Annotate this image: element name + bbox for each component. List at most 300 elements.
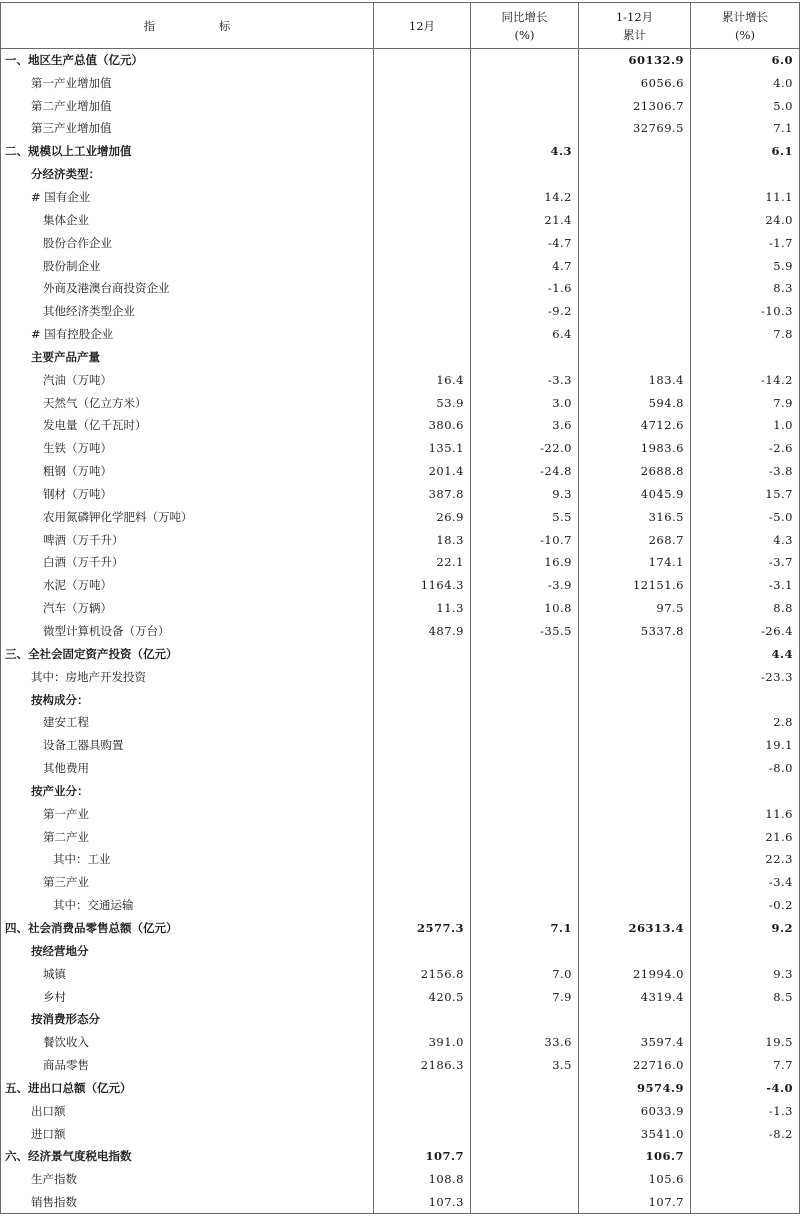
row-label: 销售指数 (1, 1191, 374, 1214)
row-label: 第二产业增加值 (1, 94, 374, 117)
table-row (1, 894, 800, 917)
cell-cumulative: 97.5 (579, 597, 691, 620)
header-month: 12月 (374, 3, 471, 49)
cell-month (374, 665, 471, 688)
cell-cumulative-growth: 4.3 (691, 528, 800, 551)
cell-yoy (471, 1076, 579, 1099)
cell-cumulative (579, 254, 691, 277)
table-row (1, 186, 800, 209)
cell-yoy: 4.3 (471, 140, 579, 163)
cell-cumulative-growth (691, 1145, 800, 1168)
cell-month: 380.6 (374, 414, 471, 437)
row-label: 第三产业 (1, 871, 374, 894)
table-row (1, 277, 800, 300)
cell-cumulative-growth: -1.7 (691, 231, 800, 254)
cell-month (374, 734, 471, 757)
table-row (1, 985, 800, 1008)
cell-cumulative-growth: -26.4 (691, 620, 800, 643)
table-row (1, 71, 800, 94)
table-row (1, 780, 800, 803)
cell-yoy (471, 642, 579, 665)
cell-yoy: -9.2 (471, 300, 579, 323)
table-row (1, 597, 800, 620)
cell-yoy (471, 939, 579, 962)
cell-month (374, 277, 471, 300)
table-row (1, 620, 800, 643)
table-row (1, 734, 800, 757)
table-row (1, 1145, 800, 1168)
cell-cumulative: 4045.9 (579, 483, 691, 506)
table-row (1, 551, 800, 574)
table-row (1, 962, 800, 985)
table-row (1, 231, 800, 254)
row-label: 乡村 (1, 985, 374, 1008)
row-label: 建安工程 (1, 711, 374, 734)
cell-yoy (471, 894, 579, 917)
cell-yoy (471, 802, 579, 825)
cell-yoy (471, 848, 579, 871)
row-label: 外商及港澳台商投资企业 (1, 277, 374, 300)
table-row (1, 711, 800, 734)
table-row (1, 802, 800, 825)
table-row (1, 49, 800, 72)
cell-cumulative-growth: 7.7 (691, 1054, 800, 1077)
cell-cumulative: 21994.0 (579, 962, 691, 985)
cell-yoy: 6.4 (471, 323, 579, 346)
cell-cumulative: 21306.7 (579, 94, 691, 117)
cell-yoy (471, 1122, 579, 1145)
cell-cumulative-growth: 19.5 (691, 1031, 800, 1054)
cell-month: 2186.3 (374, 1054, 471, 1077)
cell-cumulative (579, 711, 691, 734)
cell-cumulative (579, 871, 691, 894)
cell-cumulative-growth: -3.8 (691, 460, 800, 483)
cell-yoy: -3.9 (471, 574, 579, 597)
cell-cumulative (579, 894, 691, 917)
table-row (1, 848, 800, 871)
table-row (1, 140, 800, 163)
header-yoy: 同比增长 (%) (471, 3, 579, 49)
table-row (1, 1008, 800, 1031)
cell-month: 22.1 (374, 551, 471, 574)
row-label: 二、规模以上工业增加值 (1, 140, 374, 163)
cell-cumulative (579, 323, 691, 346)
cell-cumulative-growth: -0.2 (691, 894, 800, 917)
cell-cumulative (579, 665, 691, 688)
cell-yoy (471, 1168, 579, 1191)
table-row (1, 688, 800, 711)
cell-yoy: 3.0 (471, 391, 579, 414)
cell-cumulative (579, 734, 691, 757)
cell-cumulative: 26313.4 (579, 917, 691, 940)
cell-month (374, 117, 471, 140)
cell-yoy: 33.6 (471, 1031, 579, 1054)
cell-cumulative-growth: -3.1 (691, 574, 800, 597)
cell-yoy: 14.2 (471, 186, 579, 209)
row-label: 主要产品产量 (1, 345, 374, 368)
cell-month: 26.9 (374, 505, 471, 528)
cell-cumulative: 6056.6 (579, 71, 691, 94)
row-label: 第一产业增加值 (1, 71, 374, 94)
row-label: 五、进出口总额（亿元） (1, 1076, 374, 1099)
row-label: 按构成分： (1, 688, 374, 711)
cell-month (374, 688, 471, 711)
cell-cumulative-growth (691, 1168, 800, 1191)
table-row (1, 917, 800, 940)
cell-month (374, 802, 471, 825)
row-label: 进口额 (1, 1122, 374, 1145)
cell-month (374, 848, 471, 871)
cell-cumulative-growth (691, 939, 800, 962)
cell-yoy (471, 688, 579, 711)
table-row (1, 1099, 800, 1122)
cell-cumulative: 3597.4 (579, 1031, 691, 1054)
cell-yoy: 3.6 (471, 414, 579, 437)
cell-cumulative-growth: -23.3 (691, 665, 800, 688)
cell-cumulative (579, 848, 691, 871)
cell-cumulative-growth: -5.0 (691, 505, 800, 528)
cell-cumulative-growth: 8.3 (691, 277, 800, 300)
cell-yoy (471, 49, 579, 72)
row-label: 城镇 (1, 962, 374, 985)
cell-cumulative-growth (691, 163, 800, 186)
cell-month (374, 300, 471, 323)
cell-cumulative: 4712.6 (579, 414, 691, 437)
cell-yoy (471, 163, 579, 186)
row-label: 三、全社会固定资产投资（亿元） (1, 642, 374, 665)
cell-month (374, 1099, 471, 1122)
cell-cumulative (579, 300, 691, 323)
table-row (1, 1031, 800, 1054)
table-row (1, 163, 800, 186)
cell-yoy: 7.0 (471, 962, 579, 985)
table-row (1, 871, 800, 894)
cell-cumulative-growth: 15.7 (691, 483, 800, 506)
cell-cumulative-growth: -4.0 (691, 1076, 800, 1099)
cell-yoy: 16.9 (471, 551, 579, 574)
cell-month (374, 94, 471, 117)
cell-cumulative-growth: -1.3 (691, 1099, 800, 1122)
cell-cumulative-growth: 1.0 (691, 414, 800, 437)
cell-yoy (471, 871, 579, 894)
row-label: 其他经济类型企业 (1, 300, 374, 323)
header-cumulative-growth: 累计增长 (%) (691, 3, 800, 49)
cell-month (374, 71, 471, 94)
cell-cumulative-growth: -8.0 (691, 757, 800, 780)
cell-yoy (471, 780, 579, 803)
table-row (1, 391, 800, 414)
row-label: 设备工器具购置 (1, 734, 374, 757)
cell-month (374, 345, 471, 368)
cell-cumulative (579, 642, 691, 665)
cell-cumulative (579, 208, 691, 231)
cell-month: 2577.3 (374, 917, 471, 940)
cell-cumulative-growth: 6.1 (691, 140, 800, 163)
cell-yoy (471, 825, 579, 848)
cell-month: 107.7 (374, 1145, 471, 1168)
cell-yoy (471, 1191, 579, 1214)
header-indicator: 指 标 (1, 3, 374, 49)
cell-cumulative (579, 277, 691, 300)
row-label: 六、经济景气度税电指数 (1, 1145, 374, 1168)
cell-cumulative-growth (691, 1008, 800, 1031)
cell-cumulative: 594.8 (579, 391, 691, 414)
cell-cumulative (579, 140, 691, 163)
cell-yoy: 7.1 (471, 917, 579, 940)
cell-cumulative: 105.6 (579, 1168, 691, 1191)
cell-yoy: 7.9 (471, 985, 579, 1008)
cell-month (374, 642, 471, 665)
cell-yoy (471, 71, 579, 94)
cell-cumulative-growth: 11.6 (691, 802, 800, 825)
row-label: 生铁（万吨） (1, 437, 374, 460)
cell-cumulative-growth: 7.9 (691, 391, 800, 414)
row-label: 商品零售 (1, 1054, 374, 1077)
cell-month: 2156.8 (374, 962, 471, 985)
cell-cumulative-growth: 5.0 (691, 94, 800, 117)
cell-cumulative: 1983.6 (579, 437, 691, 460)
cell-cumulative: 60132.9 (579, 49, 691, 72)
row-label: 天然气（亿立方米） (1, 391, 374, 414)
cell-yoy: 4.7 (471, 254, 579, 277)
cell-cumulative (579, 163, 691, 186)
row-label: 发电量（亿千瓦时） (1, 414, 374, 437)
cell-cumulative-growth: 21.6 (691, 825, 800, 848)
cell-cumulative (579, 757, 691, 780)
cell-yoy: 3.5 (471, 1054, 579, 1077)
cell-cumulative (579, 802, 691, 825)
table-row (1, 254, 800, 277)
cell-cumulative-growth: 6.0 (691, 49, 800, 72)
cell-yoy: -10.7 (471, 528, 579, 551)
cell-yoy: -22.0 (471, 437, 579, 460)
cell-cumulative: 32769.5 (579, 117, 691, 140)
statistics-table (0, 2, 800, 1214)
cell-month (374, 711, 471, 734)
cell-cumulative: 106.7 (579, 1145, 691, 1168)
cell-month: 11.3 (374, 597, 471, 620)
cell-yoy: -1.6 (471, 277, 579, 300)
cell-cumulative-growth (691, 688, 800, 711)
cell-cumulative-growth: -3.4 (691, 871, 800, 894)
row-label: # 国有控股企业 (1, 323, 374, 346)
cell-yoy (471, 1008, 579, 1031)
cell-cumulative-growth: 2.8 (691, 711, 800, 734)
table-row (1, 505, 800, 528)
row-label: 分经济类型： (1, 163, 374, 186)
cell-month (374, 757, 471, 780)
cell-yoy (471, 1099, 579, 1122)
row-label: 白酒（万千升） (1, 551, 374, 574)
cell-month: 16.4 (374, 368, 471, 391)
cell-cumulative: 174.1 (579, 551, 691, 574)
cell-cumulative: 183.4 (579, 368, 691, 391)
table-row (1, 939, 800, 962)
row-label: 餐饮收入 (1, 1031, 374, 1054)
row-label: 水泥（万吨） (1, 574, 374, 597)
table-row (1, 460, 800, 483)
cell-month: 18.3 (374, 528, 471, 551)
row-label: 钢材（万吨） (1, 483, 374, 506)
cell-yoy (471, 345, 579, 368)
cell-month: 1164.3 (374, 574, 471, 597)
row-label: 四、社会消费品零售总额（亿元） (1, 917, 374, 940)
row-label: 第一产业 (1, 802, 374, 825)
cell-cumulative-growth: -10.3 (691, 300, 800, 323)
row-label: 汽车（万辆） (1, 597, 374, 620)
cell-cumulative: 268.7 (579, 528, 691, 551)
cell-cumulative-growth: -3.7 (691, 551, 800, 574)
cell-month (374, 163, 471, 186)
row-label: # 国有企业 (1, 186, 374, 209)
row-label: 汽油（万吨） (1, 368, 374, 391)
row-label: 其中：交通运输 (1, 894, 374, 917)
cell-cumulative: 5337.8 (579, 620, 691, 643)
cell-month (374, 825, 471, 848)
cell-month (374, 254, 471, 277)
cell-yoy: 9.3 (471, 483, 579, 506)
table-row (1, 94, 800, 117)
row-label: 其中：房地产开发投资 (1, 665, 374, 688)
cell-month: 420.5 (374, 985, 471, 1008)
row-label: 生产指数 (1, 1168, 374, 1191)
cell-cumulative-growth: 4.0 (691, 71, 800, 94)
table-header (1, 3, 800, 49)
table-row (1, 437, 800, 460)
cell-cumulative-growth (691, 780, 800, 803)
table-row (1, 825, 800, 848)
cell-cumulative: 9574.9 (579, 1076, 691, 1099)
cell-cumulative (579, 825, 691, 848)
table-row (1, 665, 800, 688)
cell-cumulative-growth (691, 1191, 800, 1214)
table-body (1, 49, 800, 1214)
cell-cumulative-growth: 11.1 (691, 186, 800, 209)
row-label: 第二产业 (1, 825, 374, 848)
row-label: 按经营地分 (1, 939, 374, 962)
cell-cumulative-growth (691, 345, 800, 368)
table-row (1, 1122, 800, 1145)
cell-yoy: -4.7 (471, 231, 579, 254)
cell-cumulative: 316.5 (579, 505, 691, 528)
cell-cumulative: 6033.9 (579, 1099, 691, 1122)
cell-yoy: 5.5 (471, 505, 579, 528)
row-label: 微型计算机设备（万台） (1, 620, 374, 643)
row-label: 集体企业 (1, 208, 374, 231)
row-label: 农用氮磷钾化学肥料（万吨） (1, 505, 374, 528)
cell-yoy (471, 94, 579, 117)
cell-cumulative-growth: 8.5 (691, 985, 800, 1008)
cell-month: 108.8 (374, 1168, 471, 1191)
header-cumulative: 1-12月 累计 (579, 3, 691, 49)
cell-cumulative-growth: 22.3 (691, 848, 800, 871)
cell-month (374, 894, 471, 917)
row-label: 其中：工业 (1, 848, 374, 871)
cell-month (374, 1008, 471, 1031)
table-row (1, 642, 800, 665)
cell-cumulative-growth: 8.8 (691, 597, 800, 620)
cell-cumulative-growth: 4.4 (691, 642, 800, 665)
cell-cumulative: 22716.0 (579, 1054, 691, 1077)
cell-cumulative (579, 1008, 691, 1031)
cell-month (374, 208, 471, 231)
table-row (1, 1054, 800, 1077)
cell-month: 387.8 (374, 483, 471, 506)
cell-cumulative: 4319.4 (579, 985, 691, 1008)
row-label: 啤酒（万千升） (1, 528, 374, 551)
cell-cumulative-growth: -2.6 (691, 437, 800, 460)
table-row (1, 323, 800, 346)
row-label: 第三产业增加值 (1, 117, 374, 140)
cell-cumulative (579, 186, 691, 209)
cell-month (374, 140, 471, 163)
table-row (1, 414, 800, 437)
table-row (1, 300, 800, 323)
row-label: 粗钢（万吨） (1, 460, 374, 483)
table-row (1, 345, 800, 368)
cell-cumulative: 2688.8 (579, 460, 691, 483)
cell-month: 201.4 (374, 460, 471, 483)
row-label: 出口额 (1, 1099, 374, 1122)
cell-month: 135.1 (374, 437, 471, 460)
cell-month: 53.9 (374, 391, 471, 414)
cell-cumulative-growth: 9.2 (691, 917, 800, 940)
cell-cumulative-growth: 19.1 (691, 734, 800, 757)
cell-yoy (471, 734, 579, 757)
table-row (1, 208, 800, 231)
row-label: 股份制企业 (1, 254, 374, 277)
table-row (1, 574, 800, 597)
cell-month (374, 231, 471, 254)
cell-cumulative (579, 939, 691, 962)
table-row (1, 1076, 800, 1099)
table-row (1, 368, 800, 391)
cell-cumulative (579, 231, 691, 254)
cell-month (374, 1076, 471, 1099)
cell-yoy: -35.5 (471, 620, 579, 643)
cell-cumulative (579, 780, 691, 803)
cell-yoy: 21.4 (471, 208, 579, 231)
table-row (1, 117, 800, 140)
cell-yoy (471, 665, 579, 688)
cell-cumulative-growth: -8.2 (691, 1122, 800, 1145)
table-row (1, 757, 800, 780)
cell-yoy (471, 117, 579, 140)
table-row (1, 528, 800, 551)
table-row (1, 1168, 800, 1191)
cell-yoy (471, 711, 579, 734)
cell-month (374, 49, 471, 72)
cell-month (374, 1122, 471, 1145)
cell-month: 487.9 (374, 620, 471, 643)
cell-month: 107.3 (374, 1191, 471, 1214)
cell-cumulative-growth: 24.0 (691, 208, 800, 231)
cell-cumulative (579, 688, 691, 711)
row-label: 一、地区生产总值（亿元） (1, 49, 374, 72)
cell-cumulative-growth: 7.8 (691, 323, 800, 346)
cell-cumulative: 107.7 (579, 1191, 691, 1214)
row-label: 按消费形态分 (1, 1008, 374, 1031)
cell-month (374, 871, 471, 894)
cell-cumulative-growth: 9.3 (691, 962, 800, 985)
cell-yoy: -24.8 (471, 460, 579, 483)
row-label: 其他费用 (1, 757, 374, 780)
cell-cumulative-growth: -14.2 (691, 368, 800, 391)
cell-cumulative-growth: 7.1 (691, 117, 800, 140)
table-row (1, 483, 800, 506)
cell-yoy: -3.3 (471, 368, 579, 391)
table-row (1, 1191, 800, 1214)
